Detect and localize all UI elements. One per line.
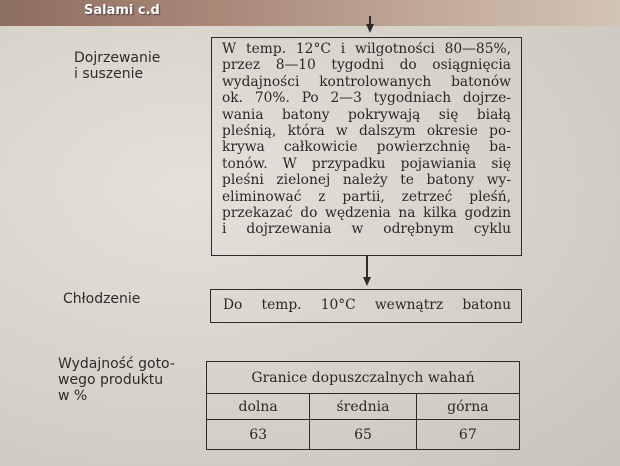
text-line: ok. 70%. Po 2—3 tygodniach dojrze-	[222, 90, 511, 107]
text-line: W temp. 12°C i wilgotności 80—85%,	[222, 41, 511, 57]
yield-table	[206, 361, 520, 450]
yield-label-line: w %	[58, 388, 88, 404]
text-line: wydajności kontrolowanych batonów	[222, 73, 511, 90]
text-line: pleśni zielonej należy te batony wy-	[222, 172, 511, 189]
column-header-upper: górna	[416, 394, 519, 420]
text-line: przez 8—10 tygodni do osiągnięcia	[222, 57, 511, 74]
value-lower: 63	[207, 420, 310, 450]
page-title: Salami c.d	[84, 3, 160, 18]
step-label-maturing	[74, 50, 160, 82]
text-line: pleśnią, która w dalszym okresie po-	[222, 123, 511, 140]
table-title: Granice dopuszczalnych wahań	[207, 362, 520, 394]
flow-arrow-top-head	[366, 24, 374, 33]
yield-label-line: Wydajność goto-	[58, 356, 175, 372]
value-upper: 67	[416, 420, 519, 450]
step-description-cooling: Do temp. 10°C wewnątrz batonu	[223, 297, 511, 313]
text-line: wania batony pokrywają się białą	[222, 106, 511, 123]
step-label-line: Dojrzewanie	[74, 50, 161, 66]
text-line: eliminować z partii, zetrzeć pleśń,	[222, 188, 511, 205]
text-line: krywa całkowicie powierzchnię ba-	[222, 139, 511, 156]
column-header-average: średnia	[310, 394, 416, 420]
step-label-line: i suszenie	[74, 66, 144, 82]
step-description-maturing	[222, 41, 511, 238]
table-row	[207, 420, 520, 450]
step-box-maturing	[211, 37, 522, 256]
table-row	[207, 394, 520, 420]
table-row	[207, 362, 520, 394]
text-line: i dojrzewania w odrębnym cyklu	[222, 221, 511, 238]
step-box-cooling	[210, 289, 522, 323]
flow-arrow-middle-line	[366, 256, 368, 278]
text-line: przekazać do wędzenia na kilka godzin	[222, 205, 511, 222]
step-label-cooling	[63, 291, 140, 307]
text-line: tonów. W przypadku pojawiania się	[222, 155, 511, 172]
yield-label	[58, 356, 175, 404]
yield-label-line: wego produktu	[58, 372, 164, 388]
value-average: 65	[310, 420, 416, 450]
header-band	[0, 0, 620, 26]
step-label-line: Chłodzenie	[63, 291, 141, 307]
flow-arrow-middle-head	[363, 277, 371, 286]
column-header-lower: dolna	[207, 394, 310, 420]
